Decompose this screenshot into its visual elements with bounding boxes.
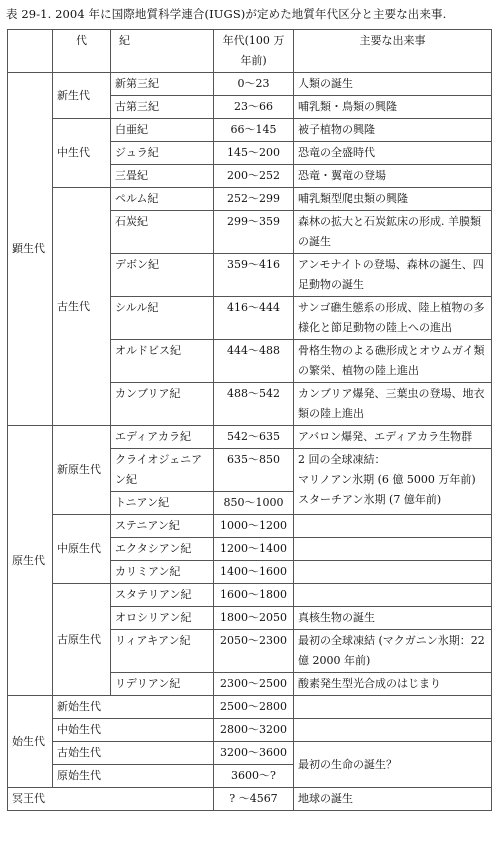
era-paleoarchean: 古始生代: [53, 742, 214, 765]
event-cell: 哺乳類型爬虫類の興隆: [294, 188, 492, 211]
period-cell: カリミアン紀: [111, 561, 214, 584]
table-row: [8, 742, 492, 765]
period-cell: 白亜紀: [111, 119, 214, 142]
period-cell: ジュラ紀: [111, 142, 214, 165]
table-caption: 表 29-1. 2004 年に国際地質科学連合(IUGS)が定めた地質年代区分と主要な出来事.: [6, 7, 447, 21]
period-cell: 古第三紀: [111, 96, 214, 119]
period-cell: エクタシアン紀: [111, 538, 214, 561]
period-cell: シルル紀: [111, 297, 214, 340]
period-cell: ペルム紀: [111, 188, 214, 211]
era-paleozoic: 古生代: [53, 188, 111, 426]
period-cell: エディアカラ紀: [111, 426, 214, 449]
age-cell: 299～359: [214, 211, 294, 254]
era-mesoarchean: 中始生代: [53, 719, 214, 742]
age-cell: 1000～1200: [214, 515, 294, 538]
eon-proterozoic: 原生代: [8, 426, 53, 696]
age-cell: 488～542: [214, 383, 294, 426]
era-paleoproterozoic: 古原生代: [53, 584, 111, 696]
era-neoarchean: 新始生代: [53, 696, 214, 719]
event-cell: 最初の生命の誕生？: [294, 742, 492, 788]
event-cell: アンモナイトの登場、森林の誕生、四足動物の誕生: [294, 254, 492, 297]
header-age: 年代(100 万年前): [214, 30, 294, 73]
age-cell: 3200～3600: [214, 742, 294, 765]
period-cell: スタテリアン紀: [111, 584, 214, 607]
eon-phanerozoic: 顕生代: [8, 73, 53, 426]
age-cell: 0～23: [214, 73, 294, 96]
period-cell: トニアン紀: [111, 492, 214, 515]
age-cell: 1600～1800: [214, 584, 294, 607]
event-cell: [294, 538, 492, 561]
period-cell: デボン紀: [111, 254, 214, 297]
period-cell: クライオジェニアン紀: [111, 449, 214, 492]
age-cell: 850～1000: [214, 492, 294, 515]
event-cell: 最初の全球凍結 (マクガニン氷期：22 億 2000 年前): [294, 630, 492, 673]
event-cell: [294, 449, 492, 515]
age-cell: 2800～3200: [214, 719, 294, 742]
eon-hadean: 冥王代: [8, 788, 214, 811]
event-cell: 地球の誕生: [294, 788, 492, 811]
era-cenozoic: 新生代: [53, 73, 111, 119]
table-row: [8, 719, 492, 742]
era-neoproterozoic: 新原生代: [53, 426, 111, 515]
header-row: [8, 30, 492, 73]
event-cell: 人類の誕生: [294, 73, 492, 96]
event-cell: [294, 515, 492, 538]
age-cell: 66～145: [214, 119, 294, 142]
age-cell: 542～635: [214, 426, 294, 449]
event-cell: 恐竜の全盛時代: [294, 142, 492, 165]
table-row: [8, 426, 492, 449]
period-cell: カンブリア紀: [111, 383, 214, 426]
age-cell: 416～444: [214, 297, 294, 340]
period-cell: 三畳紀: [111, 165, 214, 188]
table-row: [8, 788, 492, 811]
event-line: マリノアン氷期 (6 億 5000 万年前): [298, 473, 476, 486]
age-cell: 444～488: [214, 340, 294, 383]
event-line: スターチアン氷期 (7 億年前): [298, 493, 442, 506]
event-cell: サンゴ礁生態系の形成、陸上植物の多様化と節足動物の陸上への進出: [294, 297, 492, 340]
age-cell: 1200～1400: [214, 538, 294, 561]
era-mesoproterozoic: 中原生代: [53, 515, 111, 584]
period-cell: オロシリアン紀: [111, 607, 214, 630]
header-eon: [8, 30, 53, 73]
table-row: [8, 119, 492, 142]
event-cell: 酸素発生型光合成のはじまり: [294, 673, 492, 696]
header-events: 主要な出来事: [294, 30, 492, 73]
age-cell: 23～66: [214, 96, 294, 119]
event-cell: 骨格生物のよる礁形成とオウムガイ類の繁栄、植物の陸上進出: [294, 340, 492, 383]
geologic-time-table: [7, 29, 492, 811]
event-cell: 哺乳類・鳥類の興隆: [294, 96, 492, 119]
event-cell: アバロン爆発、エディアカラ生物群: [294, 426, 492, 449]
event-cell: カンブリア爆発、三葉虫の登場、地衣類の陸上進出: [294, 383, 492, 426]
age-cell: 2050～2300: [214, 630, 294, 673]
table-row: [8, 696, 492, 719]
event-cell: [294, 696, 492, 719]
event-cell: [294, 584, 492, 607]
event-cell: 被子植物の興隆: [294, 119, 492, 142]
period-cell: ステニアン紀: [111, 515, 214, 538]
event-cell: [294, 719, 492, 742]
event-cell: 真核生物の誕生: [294, 607, 492, 630]
period-cell: 新第三紀: [111, 73, 214, 96]
period-cell: オルドビス紀: [111, 340, 214, 383]
age-cell: 2300～2500: [214, 673, 294, 696]
period-cell: リィアキアン紀: [111, 630, 214, 673]
event-cell: 恐竜・翼竜の登場: [294, 165, 492, 188]
age-cell: 252～299: [214, 188, 294, 211]
era-eoarchean: 原始生代: [53, 765, 214, 788]
age-cell: 145～200: [214, 142, 294, 165]
event-cell: 森林の拡大と石炭鉱床の形成. 羊膜類の誕生: [294, 211, 492, 254]
age-cell: 200～252: [214, 165, 294, 188]
header-period: 紀: [111, 30, 214, 73]
age-cell: 1800～2050: [214, 607, 294, 630]
event-line: 2 回の全球凍結：: [298, 453, 386, 466]
age-cell: 1400～1600: [214, 561, 294, 584]
event-cell: [294, 561, 492, 584]
period-cell: リデリアン紀: [111, 673, 214, 696]
table-row: [8, 188, 492, 211]
header-era: 代: [53, 30, 111, 73]
period-cell: 石炭紀: [111, 211, 214, 254]
table-row: [8, 584, 492, 607]
age-cell: 3600～?: [214, 765, 294, 788]
table-row: [8, 73, 492, 96]
age-cell: 359～416: [214, 254, 294, 297]
table-row: [8, 515, 492, 538]
eon-archean: 始生代: [8, 696, 53, 788]
age-cell: 2500～2800: [214, 696, 294, 719]
era-mesozoic: 中生代: [53, 119, 111, 188]
age-cell: 635～850: [214, 449, 294, 492]
age-cell: ? ～4567: [214, 788, 294, 811]
